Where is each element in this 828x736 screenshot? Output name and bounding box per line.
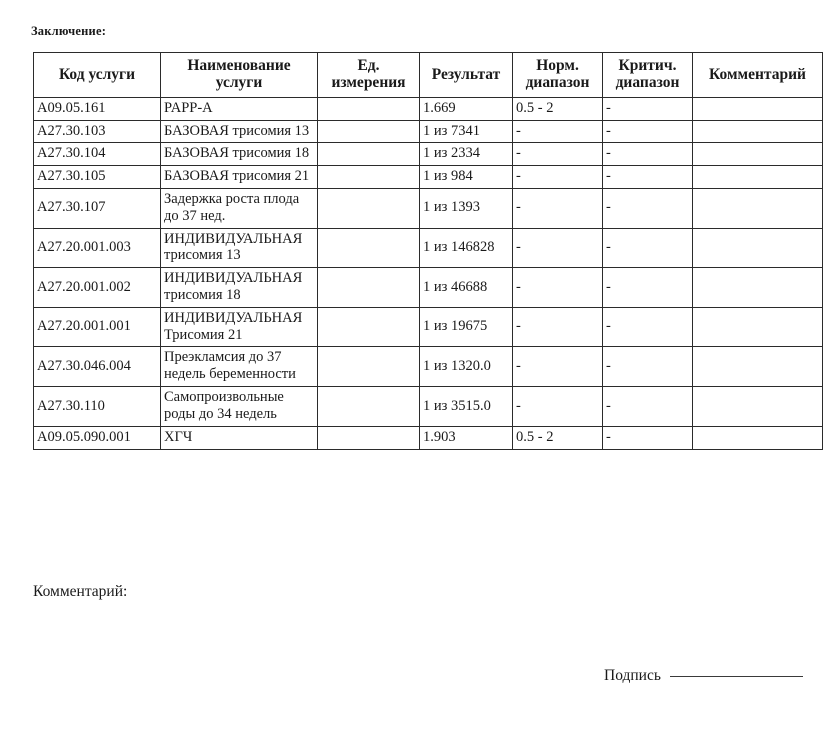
cell-service-name: Самопроизвольные роды до 34 недель (161, 387, 318, 427)
cell-critical-range: - (603, 188, 693, 228)
cell-result: 1 из 46688 (420, 268, 513, 308)
cell-critical-range: - (603, 120, 693, 143)
cell-critical-range: - (603, 347, 693, 387)
signature-line (670, 676, 803, 677)
cell-comment (693, 97, 823, 120)
cell-comment (693, 120, 823, 143)
table-row (34, 347, 823, 387)
cell-service-code: A27.30.107 (34, 188, 161, 228)
cell-service-name: ИНДИВИДУАЛЬНАЯ трисомия 18 (161, 268, 318, 308)
cell-unit (318, 188, 420, 228)
table-header (34, 53, 823, 98)
cell-result: 1.669 (420, 97, 513, 120)
page-title: Заключение: (31, 24, 107, 38)
cell-service-name: ИНДИВИДУАЛЬНАЯ трисомия 13 (161, 228, 318, 268)
cell-comment (693, 166, 823, 189)
cell-unit (318, 120, 420, 143)
cell-critical-range: - (603, 268, 693, 308)
cell-service-code: A09.05.090.001 (34, 426, 161, 449)
signature-label: Подпись (604, 667, 661, 684)
column-header-unit: Ед. измерения (318, 53, 420, 98)
cell-unit (318, 228, 420, 268)
cell-critical-range: - (603, 143, 693, 166)
cell-service-name: БАЗОВАЯ трисомия 18 (161, 143, 318, 166)
cell-normal-range: - (513, 166, 603, 189)
table-row (34, 268, 823, 308)
column-header-service-name: Наименование услуги (161, 53, 318, 98)
cell-critical-range: - (603, 426, 693, 449)
cell-comment (693, 387, 823, 427)
cell-unit (318, 387, 420, 427)
cell-critical-range: - (603, 166, 693, 189)
cell-normal-range: - (513, 387, 603, 427)
cell-result: 1 из 3515.0 (420, 387, 513, 427)
cell-service-code: A27.20.001.003 (34, 228, 161, 268)
cell-normal-range: - (513, 120, 603, 143)
cell-service-name: ИНДИВИДУАЛЬНАЯ Трисомия 21 (161, 307, 318, 347)
cell-normal-range: - (513, 188, 603, 228)
table-row (34, 426, 823, 449)
cell-service-name: БАЗОВАЯ трисомия 13 (161, 120, 318, 143)
cell-service-code: A27.30.105 (34, 166, 161, 189)
cell-service-code: A27.30.110 (34, 387, 161, 427)
cell-comment (693, 228, 823, 268)
cell-service-name: Задержка роста плода до 37 нед. (161, 188, 318, 228)
signature-block (604, 667, 803, 685)
cell-unit (318, 307, 420, 347)
column-header-result: Результат (420, 53, 513, 98)
cell-result: 1 из 984 (420, 166, 513, 189)
cell-critical-range: - (603, 387, 693, 427)
cell-service-name: БАЗОВАЯ трисомия 21 (161, 166, 318, 189)
table-row (34, 228, 823, 268)
cell-unit (318, 97, 420, 120)
column-header-normal-range: Норм. диапазон (513, 53, 603, 98)
cell-result: 1 из 2334 (420, 143, 513, 166)
cell-comment (693, 143, 823, 166)
cell-service-code: A27.30.046.004 (34, 347, 161, 387)
cell-service-name: ХГЧ (161, 426, 318, 449)
cell-result: 1 из 7341 (420, 120, 513, 143)
cell-unit (318, 347, 420, 387)
cell-result: 1 из 146828 (420, 228, 513, 268)
cell-service-code: A27.30.104 (34, 143, 161, 166)
comment-section-label: Комментарий: (33, 583, 128, 600)
cell-result: 1 из 1320.0 (420, 347, 513, 387)
cell-comment (693, 268, 823, 308)
table-row (34, 307, 823, 347)
cell-service-code: A09.05.161 (34, 97, 161, 120)
table-row (34, 166, 823, 189)
cell-service-name: PAPP-A (161, 97, 318, 120)
cell-critical-range: - (603, 228, 693, 268)
table-row (34, 188, 823, 228)
table-row (34, 143, 823, 166)
cell-unit (318, 268, 420, 308)
cell-result: 1 из 1393 (420, 188, 513, 228)
cell-result: 1 из 19675 (420, 307, 513, 347)
cell-comment (693, 347, 823, 387)
cell-service-name: Преэкламсия до 37 недель беременности (161, 347, 318, 387)
lab-results-table (33, 52, 823, 450)
table-body (34, 97, 823, 449)
cell-service-code: A27.20.001.001 (34, 307, 161, 347)
table-row (34, 97, 823, 120)
cell-unit (318, 426, 420, 449)
column-header-critical-range: Критич. диапазон (603, 53, 693, 98)
table-row (34, 120, 823, 143)
cell-unit (318, 143, 420, 166)
column-header-comment: Комментарий (693, 53, 823, 98)
cell-unit (318, 166, 420, 189)
cell-normal-range: - (513, 347, 603, 387)
cell-service-code: A27.20.001.002 (34, 268, 161, 308)
cell-comment (693, 307, 823, 347)
column-header-code: Код услуги (34, 53, 161, 98)
cell-normal-range: - (513, 307, 603, 347)
cell-normal-range: - (513, 268, 603, 308)
cell-service-code: A27.30.103 (34, 120, 161, 143)
cell-normal-range: - (513, 228, 603, 268)
table-header-row (34, 53, 823, 98)
cell-comment (693, 426, 823, 449)
cell-normal-range: 0.5 - 2 (513, 426, 603, 449)
cell-normal-range: - (513, 143, 603, 166)
cell-critical-range: - (603, 307, 693, 347)
cell-normal-range: 0.5 - 2 (513, 97, 603, 120)
cell-critical-range: - (603, 97, 693, 120)
table-row (34, 387, 823, 427)
cell-comment (693, 188, 823, 228)
cell-result: 1.903 (420, 426, 513, 449)
